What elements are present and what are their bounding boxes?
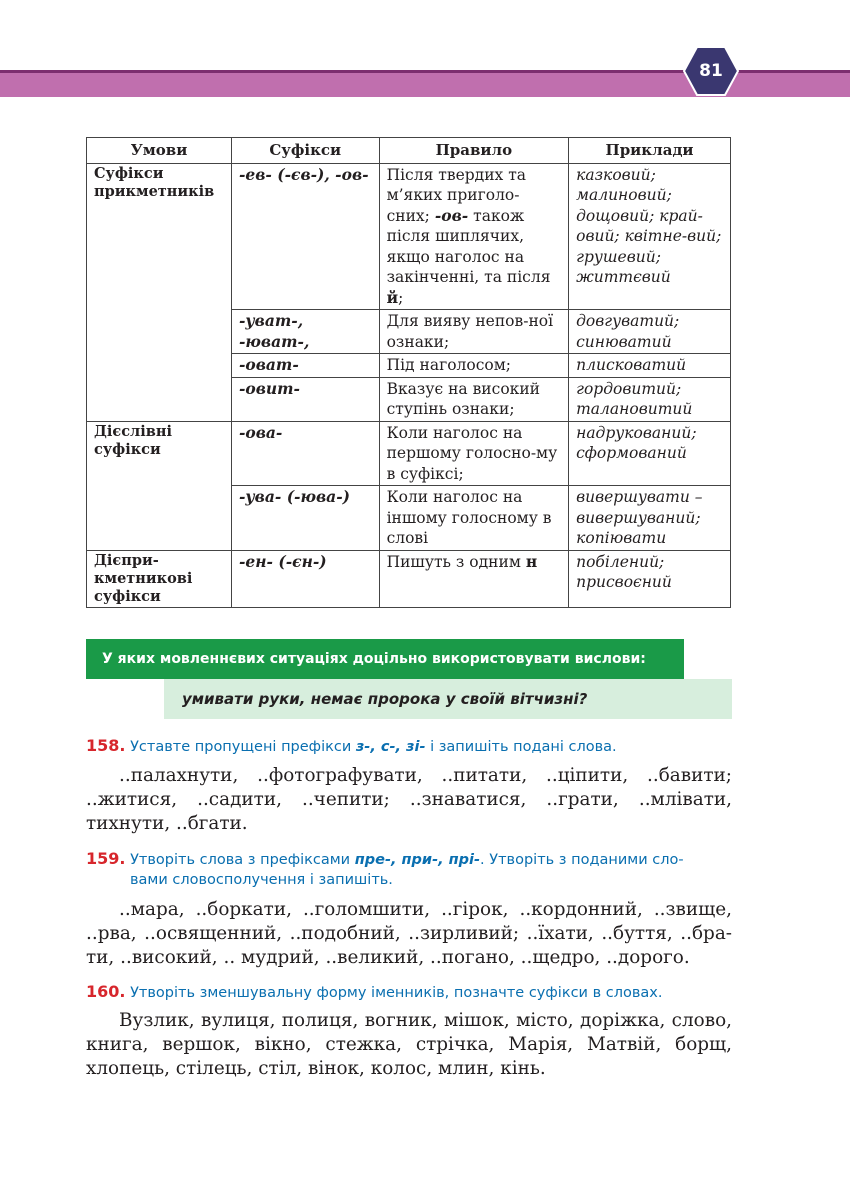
exercise-number: 160. [86,982,126,1001]
task-text: Утворіть слова з префіксами [130,852,355,868]
rule-text: Пишуть з одним [386,552,526,571]
examples-cell: казковий; малиновий; дощовий; край-овий; квітне-вий; грушевий; життєвий [569,163,731,310]
header-examples: Приклади [569,138,731,164]
suffix-rules-table [86,137,731,608]
rule-text: ; [398,288,404,307]
examples-cell: побілений; присвоєний [569,550,731,607]
condition-cell: Дієпри-кметникові суфікси [87,550,232,607]
rule-cell [379,163,569,310]
exercise-159-task [86,849,736,890]
exercise-number: 158. [86,736,126,755]
task-text: . Утворіть з поданими сло- [480,852,684,868]
suffix-cell: -овит- [231,377,379,421]
rule-letter: й [386,287,399,307]
rule-suffix: -ов- [434,205,469,225]
discussion-phrases: умивати руки, немає пророка у своїй вітчизні? [164,679,732,719]
task-prefixes: пре-, при-, прі- [354,852,481,868]
condition-cell: Дієслівні суфікси [87,421,232,550]
suffix-cell: -уват-, -юват-, [231,310,379,354]
rule-cell: Вказує на високий ступінь ознаки; [379,377,569,421]
suffix-cell: -ен- (-єн-) [231,550,379,607]
table-row [87,421,731,486]
rule-cell: Для вияву непов-ної ознаки; [379,310,569,354]
suffix-cell: -ува- (-юва-) [231,486,379,551]
rule-text: Після твердих та м’яких приголо-сних; [386,165,527,225]
examples-cell: вивершувати – вивершуваний; копіювати [569,486,731,551]
task-text: Уставте пропущені префікси [130,739,356,755]
examples-cell: надрукований; сформований [569,421,731,486]
discussion-question: У яких мовленнєвих ситуаціях доцільно використовувати вислови: [86,639,684,679]
rule-cell [379,550,569,607]
rule-text: також після шиплячих, якщо наголос на закінченні, та після [386,206,551,286]
header-suffixes: Суфікси [231,138,379,164]
exercise-159-text: ..мара, ..боркати, ..голомшити, ..гірок, ..кордонний, ..звище, ..рва, ..освященний, ..подобний, ..зирливий; ..їхати, ..буття, ..бра-ти, ..високий, .. мудрий, ..великий, ..погано, ..щедро, ..дорого. [86,899,732,968]
exercise-158-task [86,736,736,757]
exercise-158-text: ..палахнути, ..фотографувати, ..питати, ..ціпити, ..бавити; ..житися, ..садити, ..чепити; ..знаватися, ..грати, ..млівати, тихнути, ..бгати. [86,765,732,834]
task-prefixes: з-, с-, зі- [355,739,426,755]
header-conditions: Умови [87,138,232,164]
rule-cell: Під наголосом; [379,354,569,378]
rule-cell: Коли наголос на іншому голосному в слові [379,486,569,551]
exercise-160-text: Вузлик, вулиця, полиця, вогник, мішок, місто, доріжка, слово, книга, вершок, вікно, стежка, стрічка, Марія, Матвій, борщ, хлопець, стілець, стіл, вінок, колос, млин, кінь. [86,1010,732,1079]
header-rule: Правило [379,138,569,164]
exercise-number: 159. [86,849,126,868]
suffix-cell: -ова- [231,421,379,486]
task-text: Утворіть зменшувальну форму іменників, позначте суфікси в словах. [130,985,663,1001]
rule-letter: н [525,551,538,571]
table-row [87,163,731,310]
suffix-cell: -оват- [231,354,379,378]
task-continuation: вами словосполучення і запишіть. [130,872,393,888]
exercise-160-task [86,982,736,1003]
suffix-cell: -ев- (-єв-), -ов- [231,163,379,310]
task-text: і запишіть подані слова. [425,739,617,755]
table-header-row [87,138,731,164]
rule-cell: Коли наголос на першому голосно-му в суфіксі; [379,421,569,486]
table-row [87,550,731,607]
examples-cell: плисковатий [569,354,731,378]
examples-cell: гордовитий; талановитий [569,377,731,421]
page-number: 81 [699,61,723,81]
condition-cell: Суфікси прикметників [87,163,232,421]
examples-cell: довгуватий; синюватий [569,310,731,354]
